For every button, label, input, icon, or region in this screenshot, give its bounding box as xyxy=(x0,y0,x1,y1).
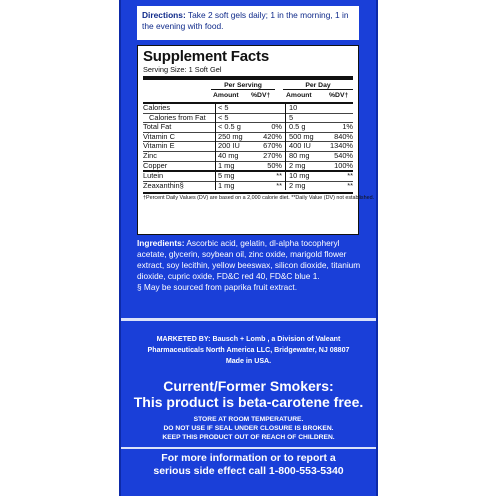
per-day-header: Per Day xyxy=(283,82,353,90)
day-dv: 540% xyxy=(334,150,353,160)
serving-amount: 1 mg xyxy=(216,161,249,171)
serving-dv xyxy=(248,103,286,113)
day-dv: 100% xyxy=(334,160,353,170)
contact-line: For more information or to report a xyxy=(161,452,336,464)
day-dv xyxy=(319,103,353,113)
table-row xyxy=(143,103,353,113)
day-dv: ** xyxy=(347,180,353,190)
serving-amount: 5 mg xyxy=(216,171,249,181)
section-divider xyxy=(121,447,376,449)
day-amount: 0.5 g xyxy=(286,123,320,133)
ingredients-text: Ascorbic acid, gelatin, dl-alpha tocopheryl acetate, glycerin, soybean oil, zinc oxide, marigold flower extract, soy lecithin, yellow beeswax, silicon dioxide, titanium dioxide, cupric oxide, FD&C red 40, FD&C blue 1. xyxy=(137,238,361,281)
serving-amount: 200 IU xyxy=(216,142,249,152)
ingredients-label: Ingredients: xyxy=(137,238,185,248)
table-row xyxy=(143,181,353,190)
supplement-facts-title: Supplement Facts xyxy=(143,48,269,65)
directions-label: Directions: xyxy=(142,10,186,20)
day-dv: 1% xyxy=(342,122,353,132)
nutrient-name: Calories from Fat xyxy=(149,112,206,122)
nutrient-name: Calories xyxy=(143,103,171,112)
amount-header-serving: Amount xyxy=(213,92,239,99)
amount-header-day: Amount xyxy=(286,92,312,99)
storage-line: KEEP THIS PRODUCT OUT OF REACH OF CHILDREN. xyxy=(162,434,335,441)
day-amount: 10 xyxy=(286,103,320,113)
marketed-line: Pharmaceuticals North America LLC, Bridgewater, NJ 08807 xyxy=(147,346,350,354)
day-amount: 400 IU xyxy=(286,142,320,152)
facts-footnote: †Percent Daily Values (DV) are based on a 2,000 calorie diet. **Daily Value (DV) not established. xyxy=(143,192,353,202)
marketed-line: Made in USA. xyxy=(225,357,272,365)
smokers-line: Current/Former Smokers: xyxy=(163,378,334,394)
day-amount: 10 mg xyxy=(286,171,320,181)
table-row xyxy=(143,171,353,181)
serving-amount: < 0.5 g xyxy=(216,123,249,133)
smokers-warning xyxy=(129,378,368,410)
ingredients-note: § May be sourced from paprika fruit extract. xyxy=(137,282,298,292)
facts-header xyxy=(143,80,353,102)
contact-line: serious side effect call 1-800-553-5340 xyxy=(153,465,344,477)
directions-panel xyxy=(137,6,359,40)
serving-dv: 670% xyxy=(263,141,282,151)
product-box-panel xyxy=(119,0,378,496)
supplement-facts-panel xyxy=(137,45,375,235)
section-divider xyxy=(121,318,376,321)
nutrient-name: Vitamin E xyxy=(143,141,175,151)
storage-line: DO NOT USE IF SEAL UNDER CLOSURE IS BROKEN. xyxy=(163,425,334,432)
table-row xyxy=(143,113,353,123)
day-dv: 840% xyxy=(334,131,353,141)
nutrient-name: Lutein xyxy=(143,171,164,181)
day-amount: 2 mg xyxy=(286,181,320,190)
table-row xyxy=(143,161,353,171)
nutrient-name: Total Fat xyxy=(143,122,172,132)
day-amount: 80 mg xyxy=(286,151,320,161)
nutrient-name: Copper xyxy=(143,160,168,170)
table-row xyxy=(143,151,353,161)
table-row xyxy=(143,123,353,133)
storage-warning xyxy=(129,415,368,442)
day-dv: 1340% xyxy=(329,141,353,151)
day-amount: 500 mg xyxy=(286,132,320,142)
dv-header-serving: %DV† xyxy=(251,92,271,99)
ingredients-section xyxy=(137,238,363,293)
contact-info xyxy=(129,452,368,478)
table-row xyxy=(143,142,353,152)
serving-amount: 250 mg xyxy=(216,132,249,142)
serving-amount: < 5 xyxy=(216,103,249,113)
day-amount: 2 mg xyxy=(286,161,320,171)
serving-dv: 50% xyxy=(267,160,282,170)
facts-table xyxy=(143,102,353,190)
serving-dv: 420% xyxy=(263,131,282,141)
serving-amount: 40 mg xyxy=(216,151,249,161)
serving-size: Serving Size: 1 Soft Gel xyxy=(143,65,353,80)
serving-dv: ** xyxy=(276,171,282,181)
nutrient-name: Vitamin C xyxy=(143,131,175,141)
day-amount: 5 xyxy=(286,113,320,123)
day-dv: ** xyxy=(347,171,353,181)
serving-amount: 1 mg xyxy=(216,181,249,190)
serving-amount: < 5 xyxy=(216,113,249,123)
marketed-by-section xyxy=(131,334,366,367)
smokers-line: This product is beta-carotene free. xyxy=(133,394,364,410)
serving-dv: ** xyxy=(276,180,282,190)
directions-text: Take 2 soft gels daily; 1 in the morning, 1 in the evening with food. xyxy=(142,10,349,31)
serving-dv: 0% xyxy=(271,122,282,132)
nutrient-name: Zeaxanthin§ xyxy=(143,180,184,190)
dv-header-day: %DV† xyxy=(329,92,349,99)
nutrient-name: Zinc xyxy=(143,150,157,160)
per-serving-header: Per Serving xyxy=(211,82,275,90)
marketed-line: MARKETED BY: Bausch + Lomb , a Division of Valeant xyxy=(156,335,341,343)
storage-line: STORE AT ROOM TEMPERATURE. xyxy=(193,416,304,423)
serving-dv: 270% xyxy=(263,150,282,160)
